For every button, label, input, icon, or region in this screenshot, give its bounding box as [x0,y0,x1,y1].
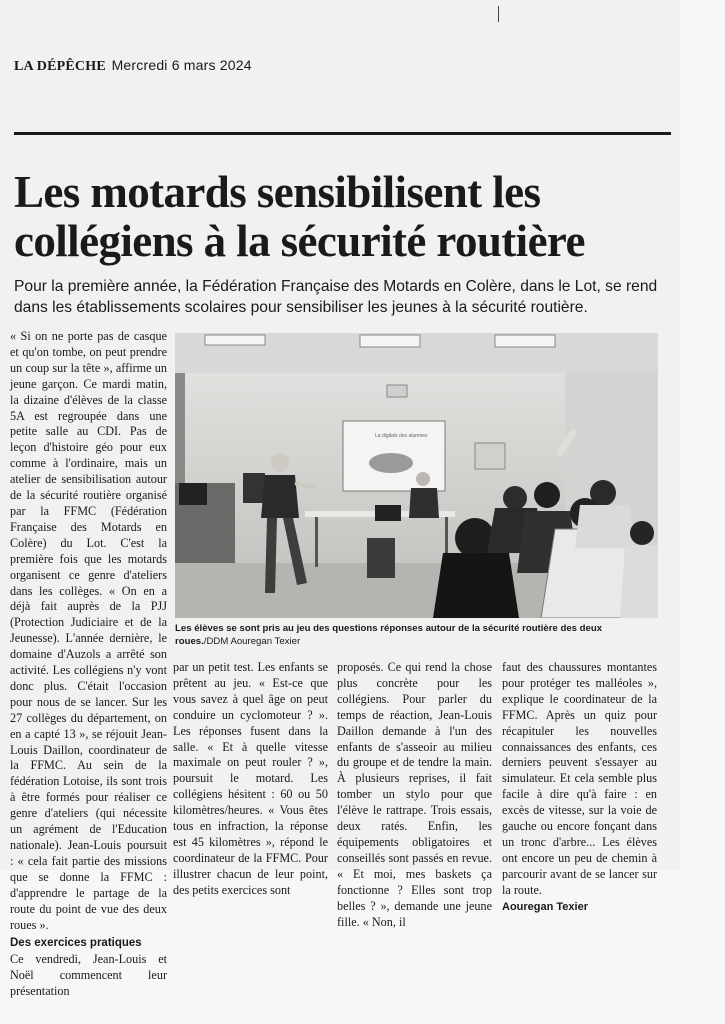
article-standfirst: Pour la première année, la Fédération Française des Motards en Colère, dans le Lot, se rend dans les établissements scolaires pour sensibiliser les jeunes à la sécurité routière. [14,278,658,316]
body-paragraph: faut des chaussures montantes pour protéger tes malléoles », explique le coordinateur de la FFMC. Après un quiz pour récapituler les nouvelles connaissances des enfants, ces derniers peuvent s'essayer au simulateur. Et cela semble plus facile à dire qu'à faire : en excès de vitesse, sur la voie de gauche ou encore fonçant dans un tronc d'arbre... Les élèves ont encore un peu de chemin à parcourir avant de se lancer sur la route. [502,660,657,897]
article-column-4 [502,660,657,916]
header-rule [14,132,671,135]
masthead [14,57,252,75]
fold-mark [498,6,499,22]
photo-caption [175,622,658,648]
caption-credit: /DDM Aouregan Texier [203,636,301,647]
article-byline: Aouregan Texier [502,900,588,913]
masthead-date: Mercredi 6 mars 2024 [111,57,252,73]
article-column-2 [173,660,328,899]
caption-text: Les élèves se sont pris au jeu des questions réponses autour de la sécurité routière des deux roues. [175,623,603,647]
article-headline: Les motards sensibilisent les collégiens à la sécurité routière [14,167,585,266]
body-paragraph: Ce vendredi, Jean-Louis et Noël commencent leur présentation [10,952,167,999]
masthead-brand: LA DÉPÊCHE [14,59,106,74]
article-subhead: Des exercices pratiques [10,937,142,950]
body-paragraph: par un petit test. Les enfants se prêtent au jeu. « Est-ce que vous savez à quel âge on peut conduire un cyclomoteur ? ». Les réponses fusent dans la salle. « Et à quelle vitesse maximale on peut rouler ? », poursuit le motard. Les collégiens hésitent : 60 ou 50 kilomètres/heures. « Vous êtes tous en infraction, la réponse est 45 kilomètres », répond le coordinateur de la FFMC. Pour illustrer chacun de leur point, des petits exercices sont [173,660,328,897]
body-paragraph: proposés. Ce qui rend la chose plus concrète pour les collégiens. Pour parler du temps de réaction, Jean-Louis Daillon demande à l'un des enfants de s'asseoir au milieu du groupe et de tendre la main. À plusieurs reprises, il fait tomber un stylo pour que l'élève le rattrape. Trois essais, deux ratés. Enfin, les équipements obligatoires et conseillés sont passés en revue. « Et moi, mes baskets ça fonctionne ? Elles sont trop belles ? », demande une jeune fille. « Non, il [337,660,492,929]
article-column-3 [337,660,492,930]
classroom-photo-illustration [175,333,658,618]
article-photo [175,333,658,618]
article-column-1 [10,329,167,1000]
body-paragraph: « Si on ne porte pas de casque et qu'on tombe, on peut prendre un coup sur la tête », affirme un jeune garçon. Ce mardi matin, la dizaine d'élèves de la classe 5A est regroupée dans une petite salle au CDI. Pas de leçon d'histoire géo pour eux comme à l'ordinaire, mais un atelier de sensibilisation autour de la sécurité routière organisé par la FFMC (Fédération Française des Motards en Colère) du Lot. C'est la première fois que les motards organisent ce genre d'ateliers dans les collèges. « On en a déjà fait auprès de la PJJ (Protection Judiciaire et de la Jeunesse). L'année dernière, le domaine d'Auzols a arrêté son activité. Les collégiens n'y vont donc plus. C'était l'occasion pour nous de se lancer. Sur les 27 collèges du département, on en a capté 13 », se réjouit Jean-Louis Daillon, coordinateur de la FFMC. Au sein de la fédération Lotoise, ils sont trois à être formés pour réaliser ce genre d'ateliers (qui nécessite un agrément de l'Education nationale). Jean-Louis poursuit : « cela fait partie des missions que se donne la FFMC : d'apprendre le partage de la route du point de vue des deux roues ». [10,329,167,932]
projection-text: La digitale des alumnes [375,433,428,439]
